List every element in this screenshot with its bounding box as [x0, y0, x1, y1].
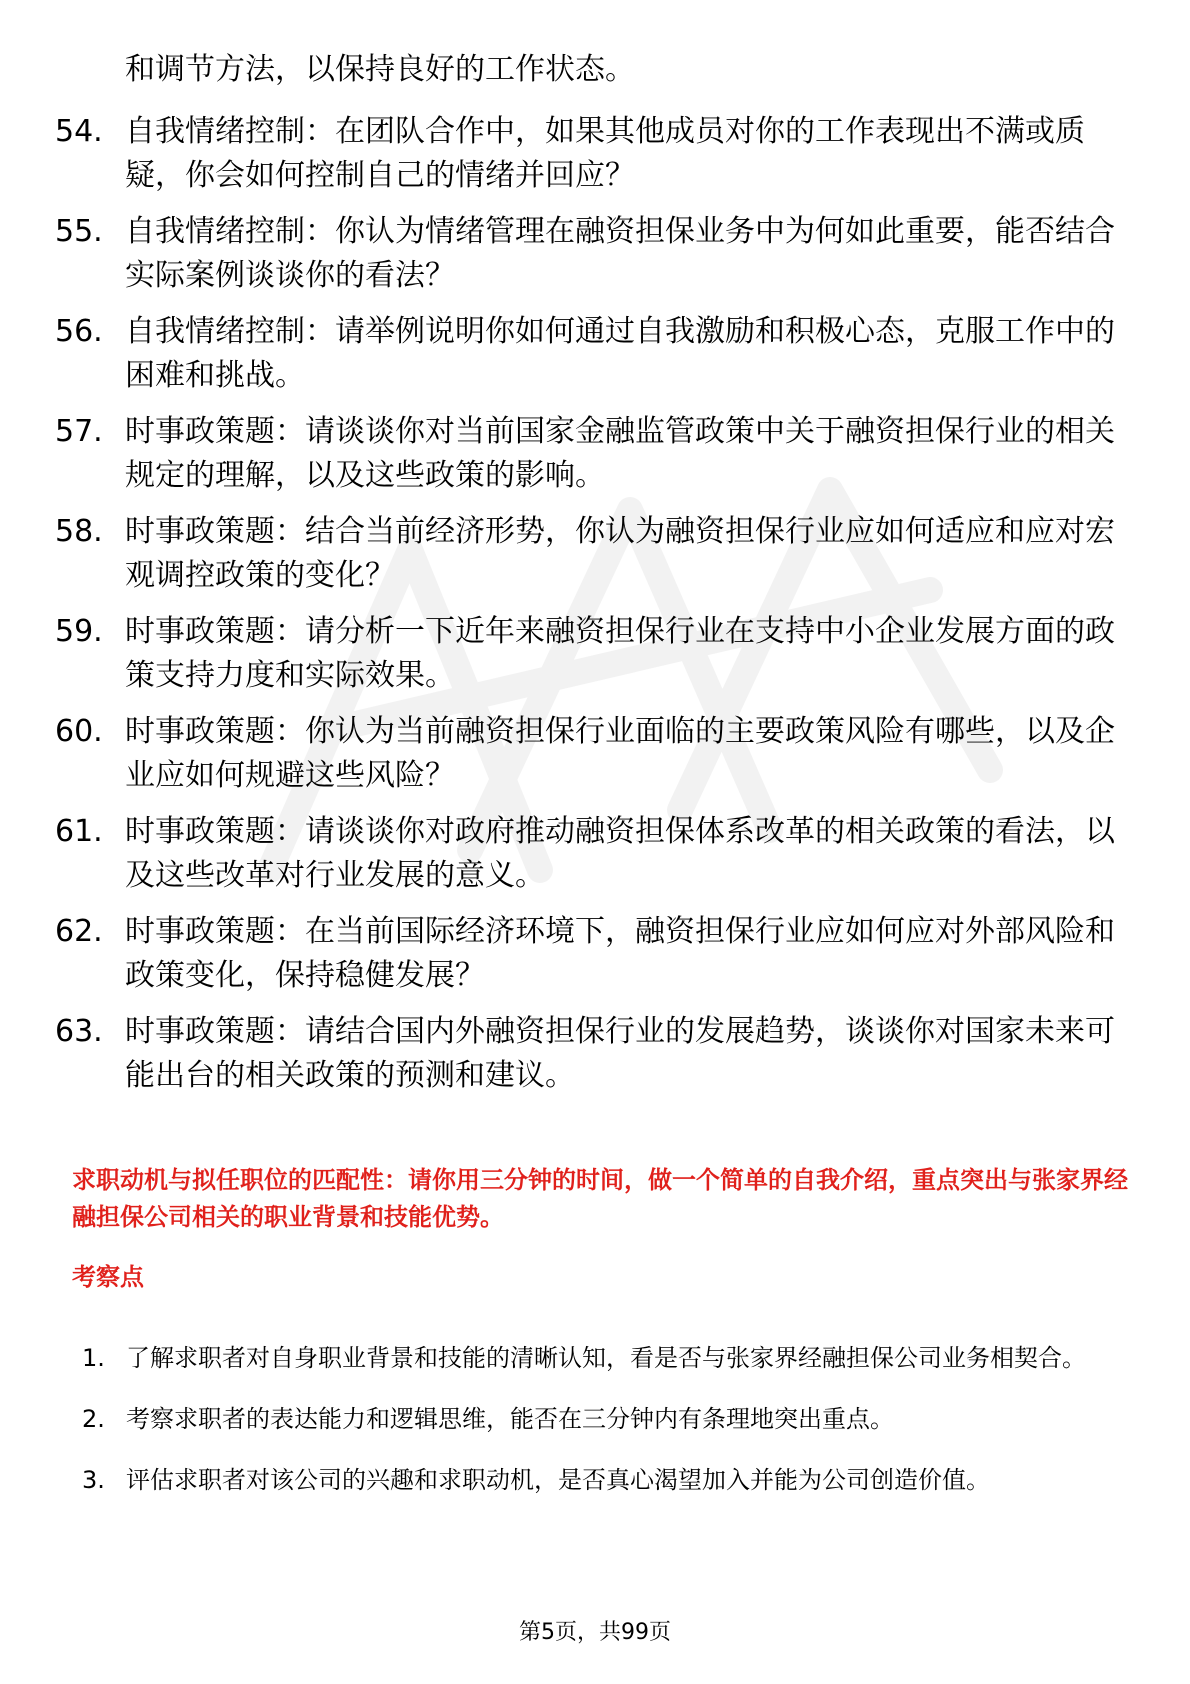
- question-item: [55, 710, 1135, 798]
- point-text: 考察求职者的表达能力和逻辑思维，能否在三分钟内有条理地突出重点。: [126, 1405, 894, 1433]
- question-number: 62.: [55, 914, 103, 949]
- question-list: [55, 110, 1135, 1110]
- question-item: [55, 1010, 1135, 1098]
- question-number: 61.: [55, 814, 103, 849]
- page-footer: 第5页，共99页: [519, 1620, 671, 1645]
- question-text: 时事政策题：请分析一下近年来融资担保行业在支持中小企业发展方面的政策支持力度和实际效果。: [125, 614, 1115, 693]
- question-text: 自我情绪控制：你认为情绪管理在融资担保业务中为何如此重要，能否结合实际案例谈谈你的看法？: [125, 214, 1115, 293]
- point-text: 了解求职者对自身职业背景和技能的清晰认知，看是否与张家界经融担保公司业务相契合。: [126, 1344, 1086, 1372]
- question-item: [55, 210, 1135, 298]
- question-text: 自我情绪控制：在团队合作中，如果其他成员对你的工作表现出不满或质疑，你会如何控制自己的情绪并回应？: [125, 114, 1085, 193]
- assessment-points-list: [82, 1328, 1112, 1511]
- question-item: [55, 610, 1135, 698]
- continuation-text: 和调节方法，以保持良好的工作状态。: [125, 52, 635, 87]
- question-text: 时事政策题：请谈谈你对当前国家金融监管政策中关于融资担保行业的相关规定的理解，以及这些政策的影响。: [125, 414, 1115, 493]
- question-item: [55, 410, 1135, 498]
- question-number: 56.: [55, 314, 103, 349]
- question-item: [55, 510, 1135, 598]
- section-label-assessment-points: 考察点: [72, 1263, 144, 1291]
- question-number: 58.: [55, 514, 103, 549]
- assessment-point: [82, 1328, 1112, 1389]
- question-text: 时事政策题：请结合国内外融资担保行业的发展趋势，谈谈你对国家未来可能出台的相关政策的预测和建议。: [125, 1014, 1115, 1093]
- question-item: [55, 310, 1135, 398]
- question-number: 60.: [55, 714, 103, 749]
- question-item: [55, 110, 1135, 198]
- question-text: 时事政策题：请谈谈你对政府推动融资担保体系改革的相关政策的看法，以及这些改革对行业发展的意义。: [125, 814, 1115, 893]
- question-item: [55, 810, 1135, 898]
- question-item: [55, 910, 1135, 998]
- question-number: 57.: [55, 414, 103, 449]
- question-number: 54.: [55, 114, 103, 149]
- question-number: 59.: [55, 614, 103, 649]
- point-text: 评估求职者对该公司的兴趣和求职动机，是否真心渴望加入并能为公司创造价值。: [126, 1466, 990, 1494]
- point-number: 1.: [82, 1344, 105, 1372]
- assessment-point: [82, 1389, 1112, 1450]
- highlight-question: 求职动机与拟任职位的匹配性：请你用三分钟的时间，做一个简单的自我介绍，重点突出与张家界经融担保公司相关的职业背景和技能优势。: [72, 1166, 1128, 1231]
- question-number: 55.: [55, 214, 103, 249]
- question-text: 自我情绪控制：请举例说明你如何通过自我激励和积极心态，克服工作中的困难和挑战。: [125, 314, 1115, 393]
- question-text: 时事政策题：你认为当前融资担保行业面临的主要政策风险有哪些，以及企业应如何规避这些风险？: [125, 714, 1115, 793]
- assessment-point: [82, 1450, 1112, 1511]
- question-number: 63.: [55, 1014, 103, 1049]
- question-text: 时事政策题：在当前国际经济环境下，融资担保行业应如何应对外部风险和政策变化，保持稳健发展？: [125, 914, 1115, 993]
- point-number: 2.: [82, 1405, 105, 1433]
- question-text: 时事政策题：结合当前经济形势，你认为融资担保行业应如何适应和应对宏观调控政策的变化？: [125, 514, 1115, 593]
- point-number: 3.: [82, 1466, 105, 1494]
